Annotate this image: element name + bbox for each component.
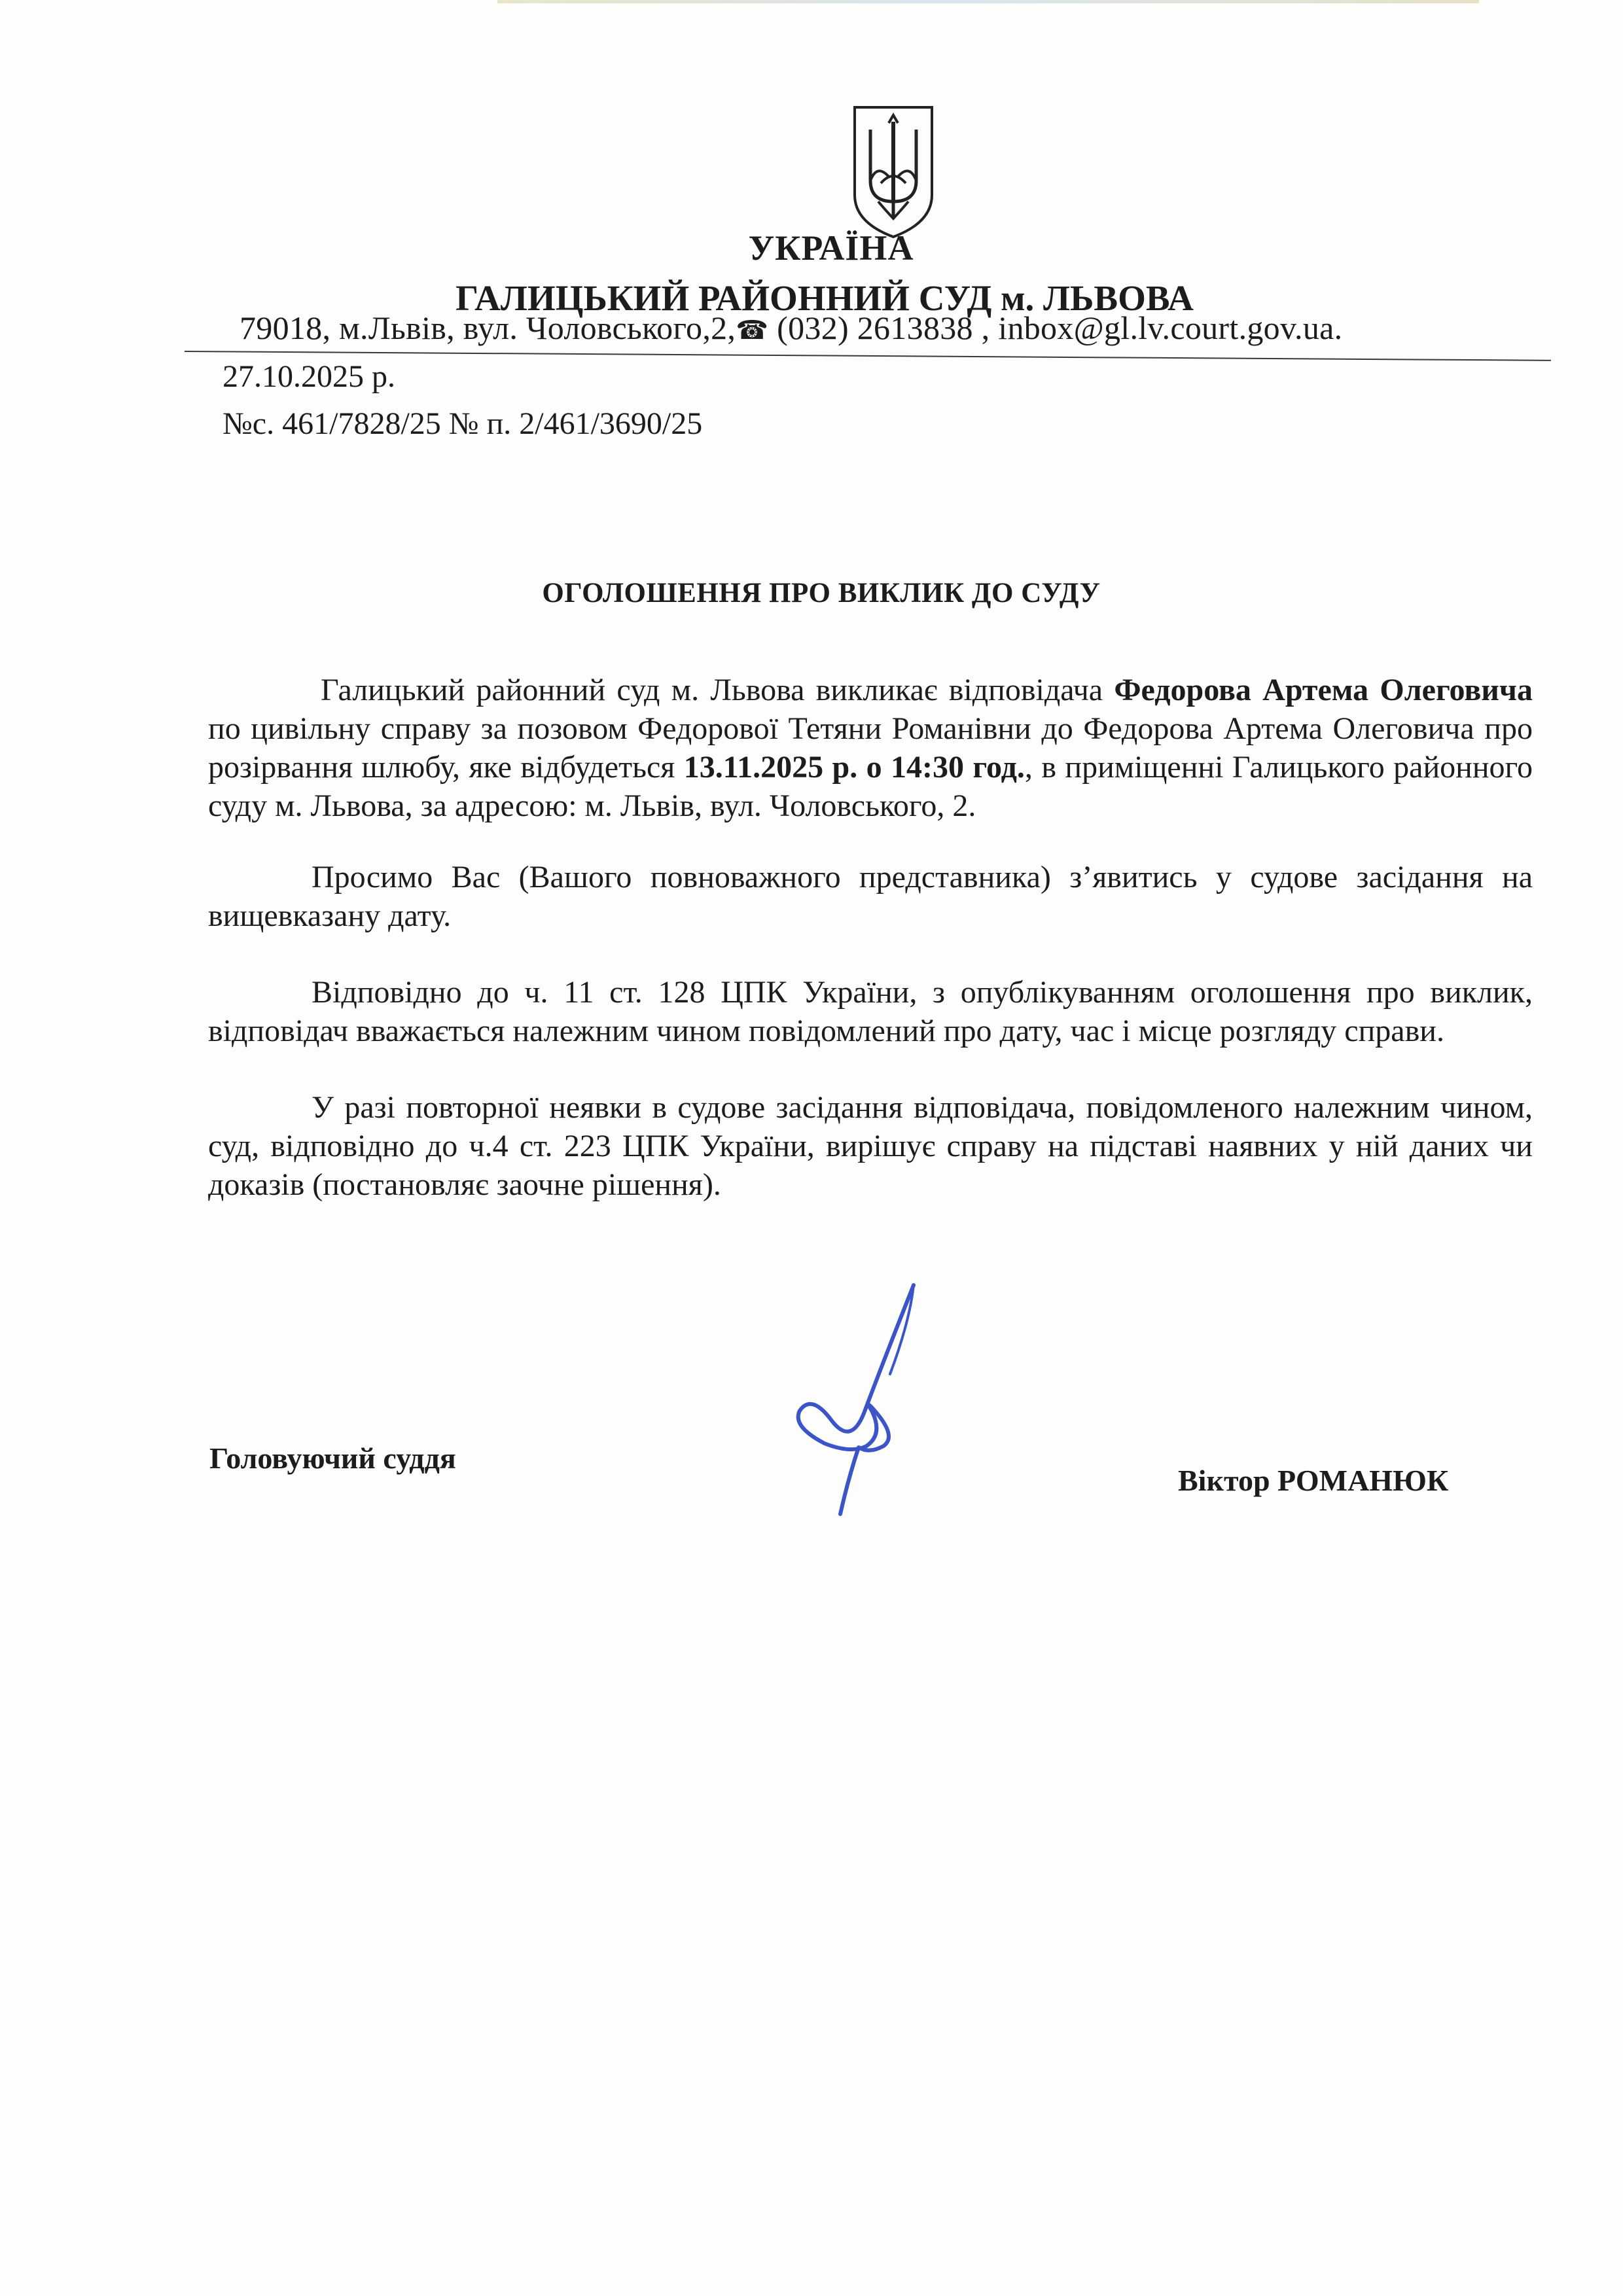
body-paragraph-2: Просимо Вас (Вашого повноважного представника) з’явитись у судове засідання на вищевказану дату.: [208, 860, 1533, 933]
case-numbers: №с. 461/7828/25 № п. 2/461/3690/25: [223, 406, 703, 441]
court-name-heading: ГАЛИЦЬКИЙ РАЙОННИЙ СУД м. ЛЬВОВА: [455, 278, 1194, 318]
handwritten-signature: [785, 1282, 955, 1518]
country-heading: УКРАЇНА: [748, 228, 914, 268]
scan-edge: [497, 0, 1479, 3]
judge-name: Віктор РОМАНЮК: [1178, 1464, 1449, 1497]
hearing-datetime: 13.11.2025 р. о 14:30 год.: [683, 750, 1025, 785]
phone-icon: ☎: [736, 315, 769, 345]
address-text: 79018, м.Львів, вул. Чоловського,2,: [240, 309, 736, 346]
body-paragraph-1: [208, 671, 1533, 825]
phone-email-text: (032) 2613838 , inbox@gl.lv.court.gov.ua.: [768, 309, 1343, 346]
document-date: 27.10.2025 р.: [223, 359, 395, 394]
body-paragraph-3: Відповідно до ч. 11 ст. 128 ЦПК України, з опублікуванням оголошення про виклик, відповідач вважається належним чином повідомлений про дату, час і місце розгляду справи.: [208, 975, 1533, 1048]
p1-text-a: Галицький районний суд м. Львова викликає відповідача: [321, 673, 1115, 707]
document-title: ОГОЛОШЕННЯ ПРО ВИКЛИК ДО СУДУ: [542, 578, 1101, 609]
p1-text-e: , в приміщенні Галицького районного суду м. Львова, за адресою: м. Львів, вул. Чоловського, 2.: [208, 750, 1533, 823]
p1-text-c: по цивільну справу за позовом Федорової Тетяни Романівни до Федорова Артема Олеговича про розірвання шлюбу, яке відбудеться: [208, 711, 1533, 785]
document-body: [208, 671, 1533, 1204]
court-address-line: [240, 309, 1342, 347]
defendant-name: Федорова Артема Олеговича: [1114, 673, 1533, 707]
coat-of-arms-icon: [851, 103, 936, 239]
judge-position: Головуючий суддя: [209, 1441, 456, 1475]
body-paragraph-4: У разі повторної неявки в судове засідання відповідача, повідомленого належним чином, суд, відповідно до ч.4 ст. 223 ЦПК України, вирішує справу на підставі наявних у ній даних чи доказів (постановляє заочне рішення).: [208, 1090, 1533, 1202]
